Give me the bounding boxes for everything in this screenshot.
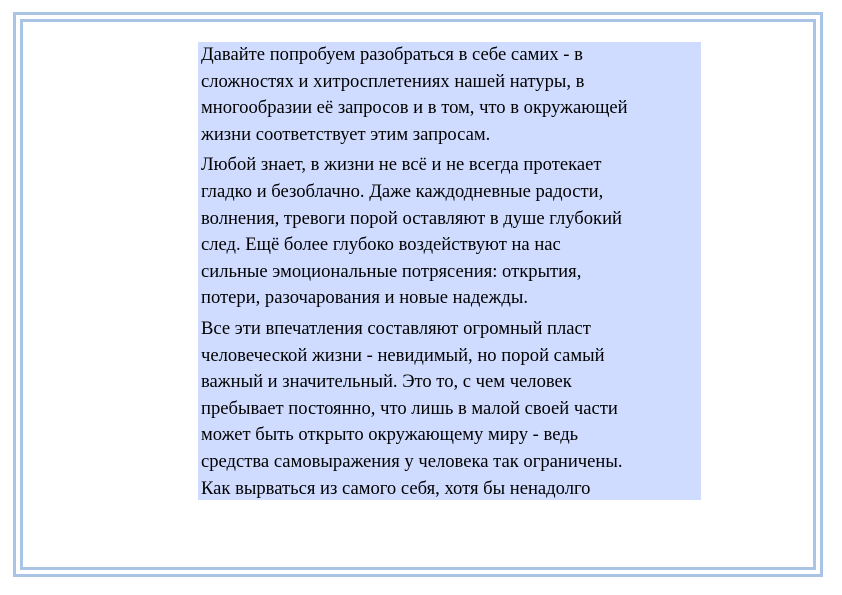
paragraph-2: Любой знает, в жизни не всё и не всегда протекает гладко и безоблачно. Даже каждодневные радости, волнения, тревоги порой оставляют в душе глубокий след. Ещё более глубоко воздействуют на нас сильные эмоциональные потрясения: открытия, потери, разочарования и новые надежды. xyxy=(201,154,622,309)
paragraph-3: Все эти впечатления составляют огромный пласт человеческой жизни - невидимый, но порой самый важный и значительный. Это то, с чем человек пребывает постоянно, что лишь в малой своей части может быть открыто окружающему миру - ведь средства самовыражения у человека так ограничены. Как вырваться из самого себя, хотя бы ненадолго xyxy=(201,317,623,499)
paragraph-1: Давайте попробуем разобраться в себе самих - в сложностях и хитросплетениях нашей натуры, в многообразии её запросов и в том, что в окружающей жизни соответствует этим запросам. xyxy=(201,44,628,145)
text-box xyxy=(198,42,701,500)
